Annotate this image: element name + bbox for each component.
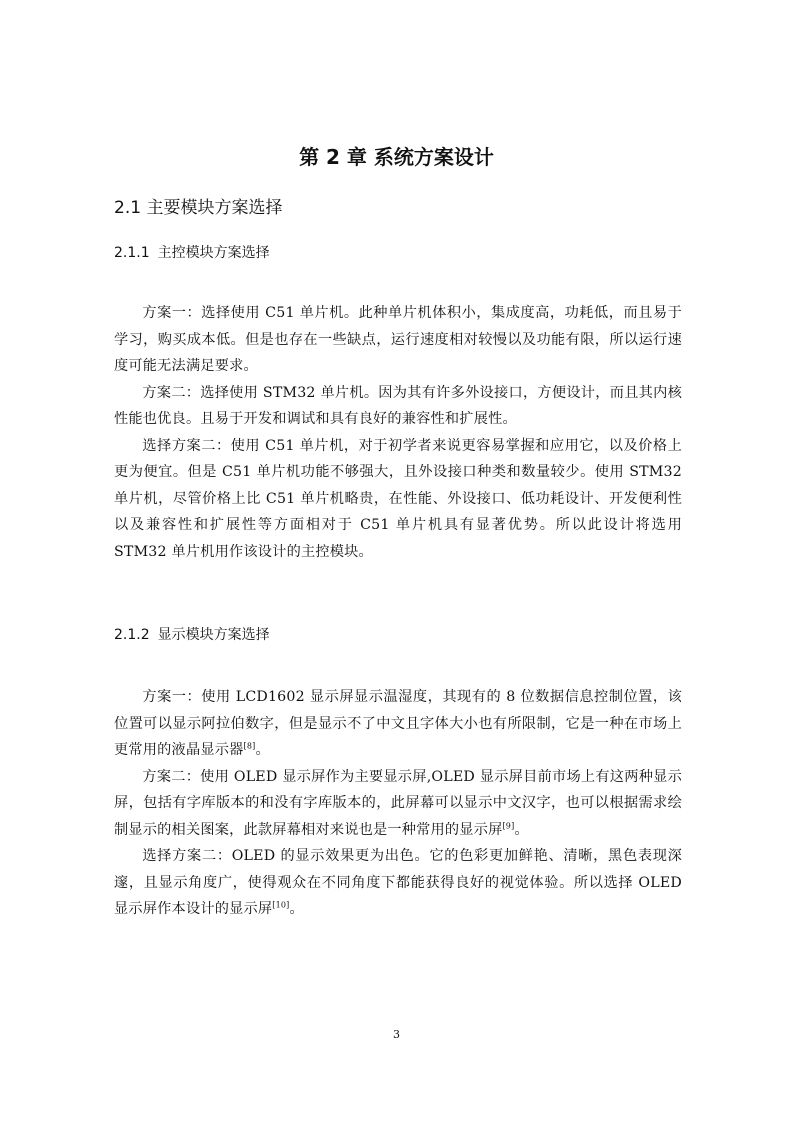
citation-ref: [8] [243,741,256,751]
section-title: 主要模块方案选择 [146,198,283,218]
paragraph: 方案二：使用 OLED 显示屏作为主要显示屏,OLED 显示屏目前市场上有这两种显示屏，包括有字库版本的和没有字库版本的，此屏幕可以显示中文汉字，也可以根据需求绘制显示的相关图案，此款屏幕相对来说也是一种常用的显示屏[9]。 [114,768,682,838]
chapter-title: 第 2 章 系统方案设计 [299,145,494,169]
subsection-body-main-control [114,300,682,565]
subsection-title: 主控模块方案选择 [157,245,270,261]
paragraph: 方案一：使用 LCD1602 显示屏显示温湿度，其现有的 8 位数据信息控制位置，该位置可以显示阿拉伯数字，但是显示不了中文且字体大小也有所限制，它是一种在市场上更常用的液晶显示器[8]。 [114,689,682,758]
subsection-number: 2.1.1 [114,245,150,261]
subsection-body-display [114,684,682,923]
citation-ref: [9] [502,820,515,830]
paragraph: 方案一：选择使用 C51 单片机。此种单片机体积小，集成度高，功耗低，而且易于学习，购买成本低。但是也存在一些缺点，运行速度相对较慢以及功能有限，所以运行速度可能无法满足要求。 [114,305,682,374]
paragraph: 选择方案二：使用 C51 单片机，对于初学者来说更容易掌握和应用它，以及价格上更为便宜。但是 C51 单片机功能不够强大，且外设接口种类和数量较少。使用 STM32 单片机，尽管价格上比 C51 单片机略贵，在性能、外设接口、低功耗设计、开发便利性以及兼容性和扩展性等方面相对于 C51 单片机具有显著优势。所以此设计将选用 STM32 单片机用作该设计的主控模块。 [114,437,682,560]
subsection-heading-display [114,625,270,645]
subsection-heading-main-control [114,243,270,263]
subsection-number: 2.1.2 [114,627,150,643]
section-number: 2.1 [114,198,142,218]
citation-ref: [10] [272,900,290,910]
section-heading [114,196,282,220]
paragraph: 选择方案二：OLED 的显示效果更为出色。它的色彩更加鲜艳、清晰，黑色表现深邃，且显示角度广，使得观众在不同角度下都能获得良好的视觉体验。所以选择 OLED 显示屏作本设计的显示屏[10]。 [114,848,682,917]
page-number: 3 [393,1028,400,1041]
subsection-title: 显示模块方案选择 [157,627,270,643]
paragraph: 方案二：选择使用 STM32 单片机。因为其有许多外设接口，方便设计，而且其内核性能也优良。且易于开发和调试和具有良好的兼容性和扩展性。 [114,384,682,427]
